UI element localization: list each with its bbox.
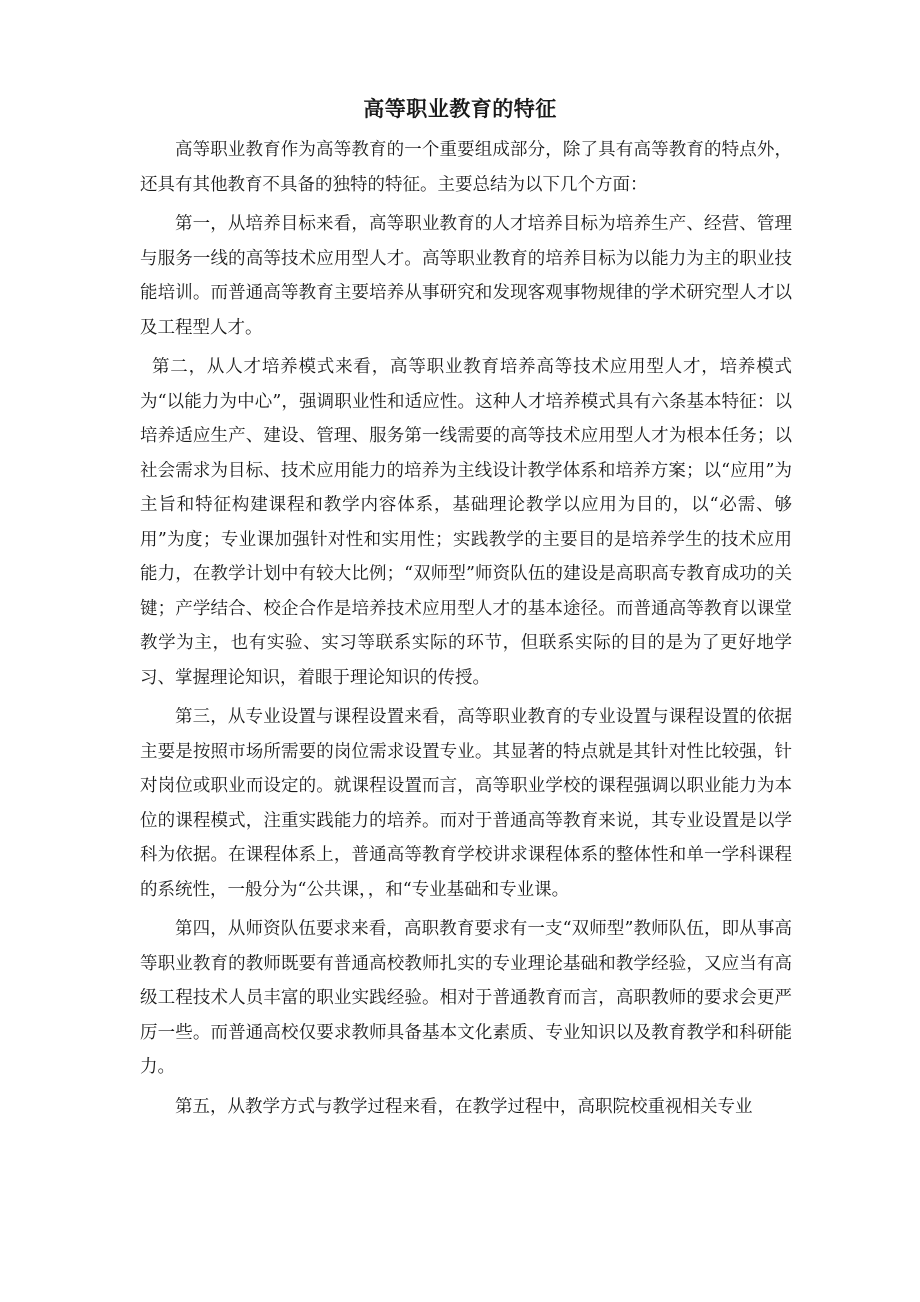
paragraph-first: 第一，从培养目标来看，高等职业教育的人才培养目标为培养生产、经营、管理与服务一线的高等技术应用型人才。高等职业教育的培养目标为以能力为主的职业技能培训。而普通高等教育主要培养从事研究和发现客观事物规律的学术研究型人才以及工程型人才。 — [140, 214, 792, 338]
document-body — [140, 133, 792, 1129]
paragraph-intro: 高等职业教育作为高等教育的一个重要组成部分，除了具有高等教育的特点外，还具有其他教育不具备的独特的特征。主要总结为以下几个方面： — [140, 140, 792, 195]
paragraph-fourth: 第四，从师资队伍要求来看，高职教育要求有一支“双师型”教师队伍，即从事高等职业教育的教师既要有普通高校教师扎实的专业理论基础和教学经验，又应当有高级工程技术人员丰富的职业实践经验。相对于普通教育而言，高职教师的要求会更严厉一些。而普通高校仅要求教师具备基本文化素质、专业知识以及教育教学和科研能力。 — [140, 919, 792, 1077]
paragraph-third: 第三，从专业设置与课程设置来看，高等职业教育的专业设置与课程设置的依据主要是按照市场所需要的岗位需求设置专业。其显著的特点就是其针对性比较强，针对岗位或职业而设定的。就课程设置而言，高等职业学校的课程强调以职业能力为本位的课程模式，注重实践能力的培养。而对于普通高等教育来说，其专业设置是以学科为依据。在课程体系上，普通高等教育学校讲求课程体系的整体性和单一学科课程的系统性，一般分为“公共课，，和“专业基础和专业课。 — [140, 707, 792, 900]
paragraph-fifth: 第五，从教学方式与教学过程来看，在教学过程中，高职院校重视相关专业 — [175, 1096, 753, 1117]
document-title: 高等职业教育的特征 — [363, 96, 557, 121]
paragraph-second: 第二，从人才培养模式来看，高等职业教育培养高等技术应用型人才，培养模式为“以能力为中心”，强调职业性和适应性。这种人才培养模式具有六条基本特征：以培养适应生产、建设、管理、服务第一线需要的高等技术应用型人才为根本任务；以社会需求为目标、技术应用能力的培养为主线设计教学体系和培养方案；以“应用”为主旨和特征构建课程和教学内容体系，基础理论教学以应用为目的，以“必需、够用”为度；专业课加强针对性和实用性；实践教学的主要目的是培养学生的技术应用能力，在教学计划中有较大比例；“双师型”师资队伍的建设是高职高专教育成功的关键；产学结合、校企合作是培养技术应用型人才的基本途径。而普通高等教育以课堂教学为主，也有实验、实习等联系实际的环节，但联系实际的目的是为了更好地学习、掌握理论知识，着眼于理论知识的传授。 — [140, 357, 792, 688]
